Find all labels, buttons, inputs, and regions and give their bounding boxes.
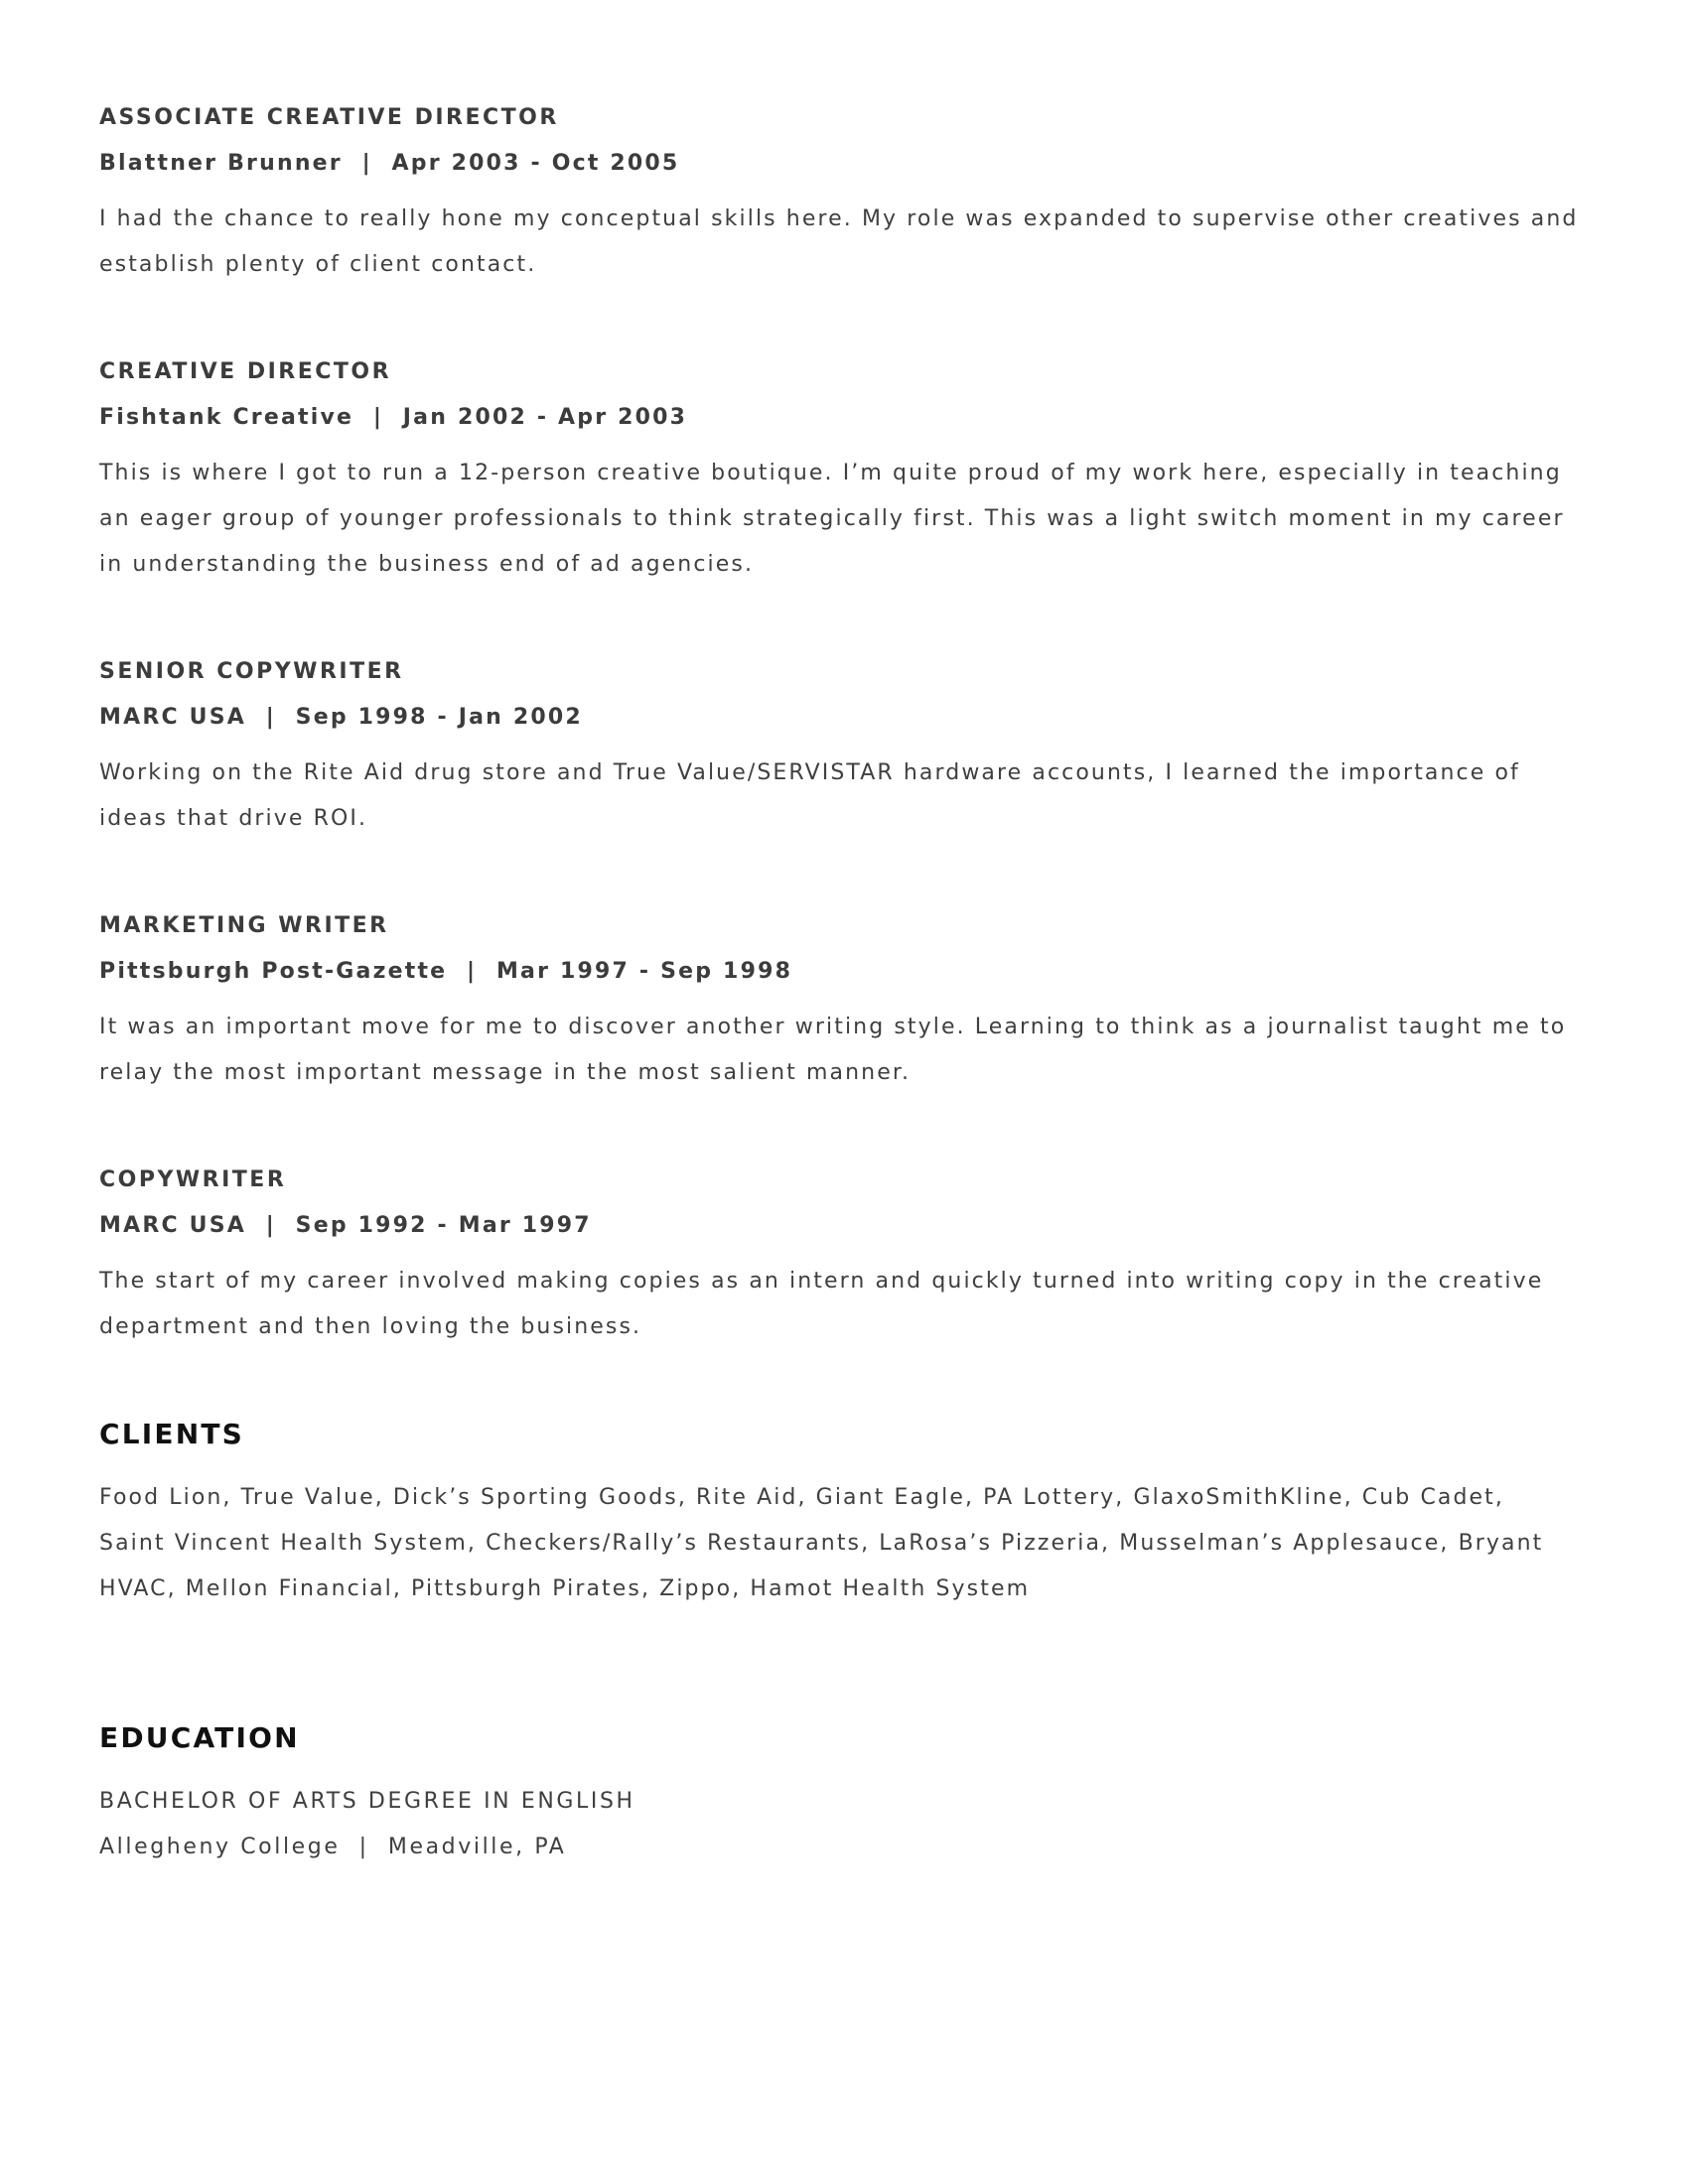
- job-title: CREATIVE DIRECTOR: [99, 359, 392, 384]
- job-company-dates: Pittsburgh Post-Gazette | Mar 1997 - Sep 1998: [99, 959, 793, 984]
- job-entry-copywriter: [99, 1158, 1589, 1350]
- education-section: [99, 1715, 1589, 1870]
- job-entry-senior-copywriter: [99, 649, 1589, 842]
- job-company-dates: Blattner Brunner | Apr 2003 - Oct 2005: [99, 151, 680, 176]
- job-description: This is where I got to run a 12-person creative boutique. I’m quite proud of my work here, especially in teaching an eager group of younger professionals to think strategically first. This was a light switch moment in my career in understanding the business end of ad agencies.: [99, 461, 1565, 577]
- clients-section: [99, 1412, 1589, 1612]
- job-description: I had the chance to really hone my conceptual skills here. My role was expanded to supervise other creatives and establish plenty of client contact.: [99, 206, 1579, 277]
- job-description: It was an important move for me to discover another writing style. Learning to think as a journalist taught me to relay the most important message in the most salient manner.: [99, 1015, 1567, 1085]
- job-entry-creative-director: [99, 349, 1589, 588]
- job-entry-associate-creative-director: [99, 95, 1589, 288]
- job-company-dates: Fishtank Creative | Jan 2002 - Apr 2003: [99, 405, 688, 430]
- job-title: MARKETING WRITER: [99, 913, 389, 938]
- job-title: SENIOR COPYWRITER: [99, 659, 404, 684]
- job-title: COPYWRITER: [99, 1167, 287, 1192]
- job-company-dates: MARC USA | Sep 1992 - Mar 1997: [99, 1213, 592, 1238]
- education-school: Allegheny College | Meadville, PA: [99, 1835, 567, 1859]
- education-degree: BACHELOR OF ARTS DEGREE IN ENGLISH: [99, 1789, 635, 1814]
- job-title: ASSOCIATE CREATIVE DIRECTOR: [99, 105, 559, 130]
- job-company-dates: MARC USA | Sep 1998 - Jan 2002: [99, 705, 583, 730]
- job-description: Working on the Rite Aid drug store and True Value/SERVISTAR hardware accounts, I learned the importance of ideas that drive ROI.: [99, 760, 1520, 831]
- resume-page: [99, 95, 1589, 1870]
- section-heading-education: EDUCATION: [99, 1721, 300, 1754]
- job-entry-marketing-writer: [99, 903, 1589, 1096]
- section-heading-clients: CLIENTS: [99, 1418, 245, 1450]
- clients-list: Food Lion, True Value, Dick’s Sporting Goods, Rite Aid, Giant Eagle, PA Lottery, GlaxoSmithKline, Cub Cadet, Saint Vincent Health System, Checkers/Rally’s Restaurants, LaRosa’s Pizzeria, Musselman’s Applesauce, Bryant HVAC, Mellon Financial, Pittsburgh Pirates, Zippo, Hamot Health System: [99, 1485, 1544, 1601]
- job-description: The start of my career involved making copies as an intern and quickly turned into writing copy in the creative department and then loving the business.: [99, 1269, 1544, 1339]
